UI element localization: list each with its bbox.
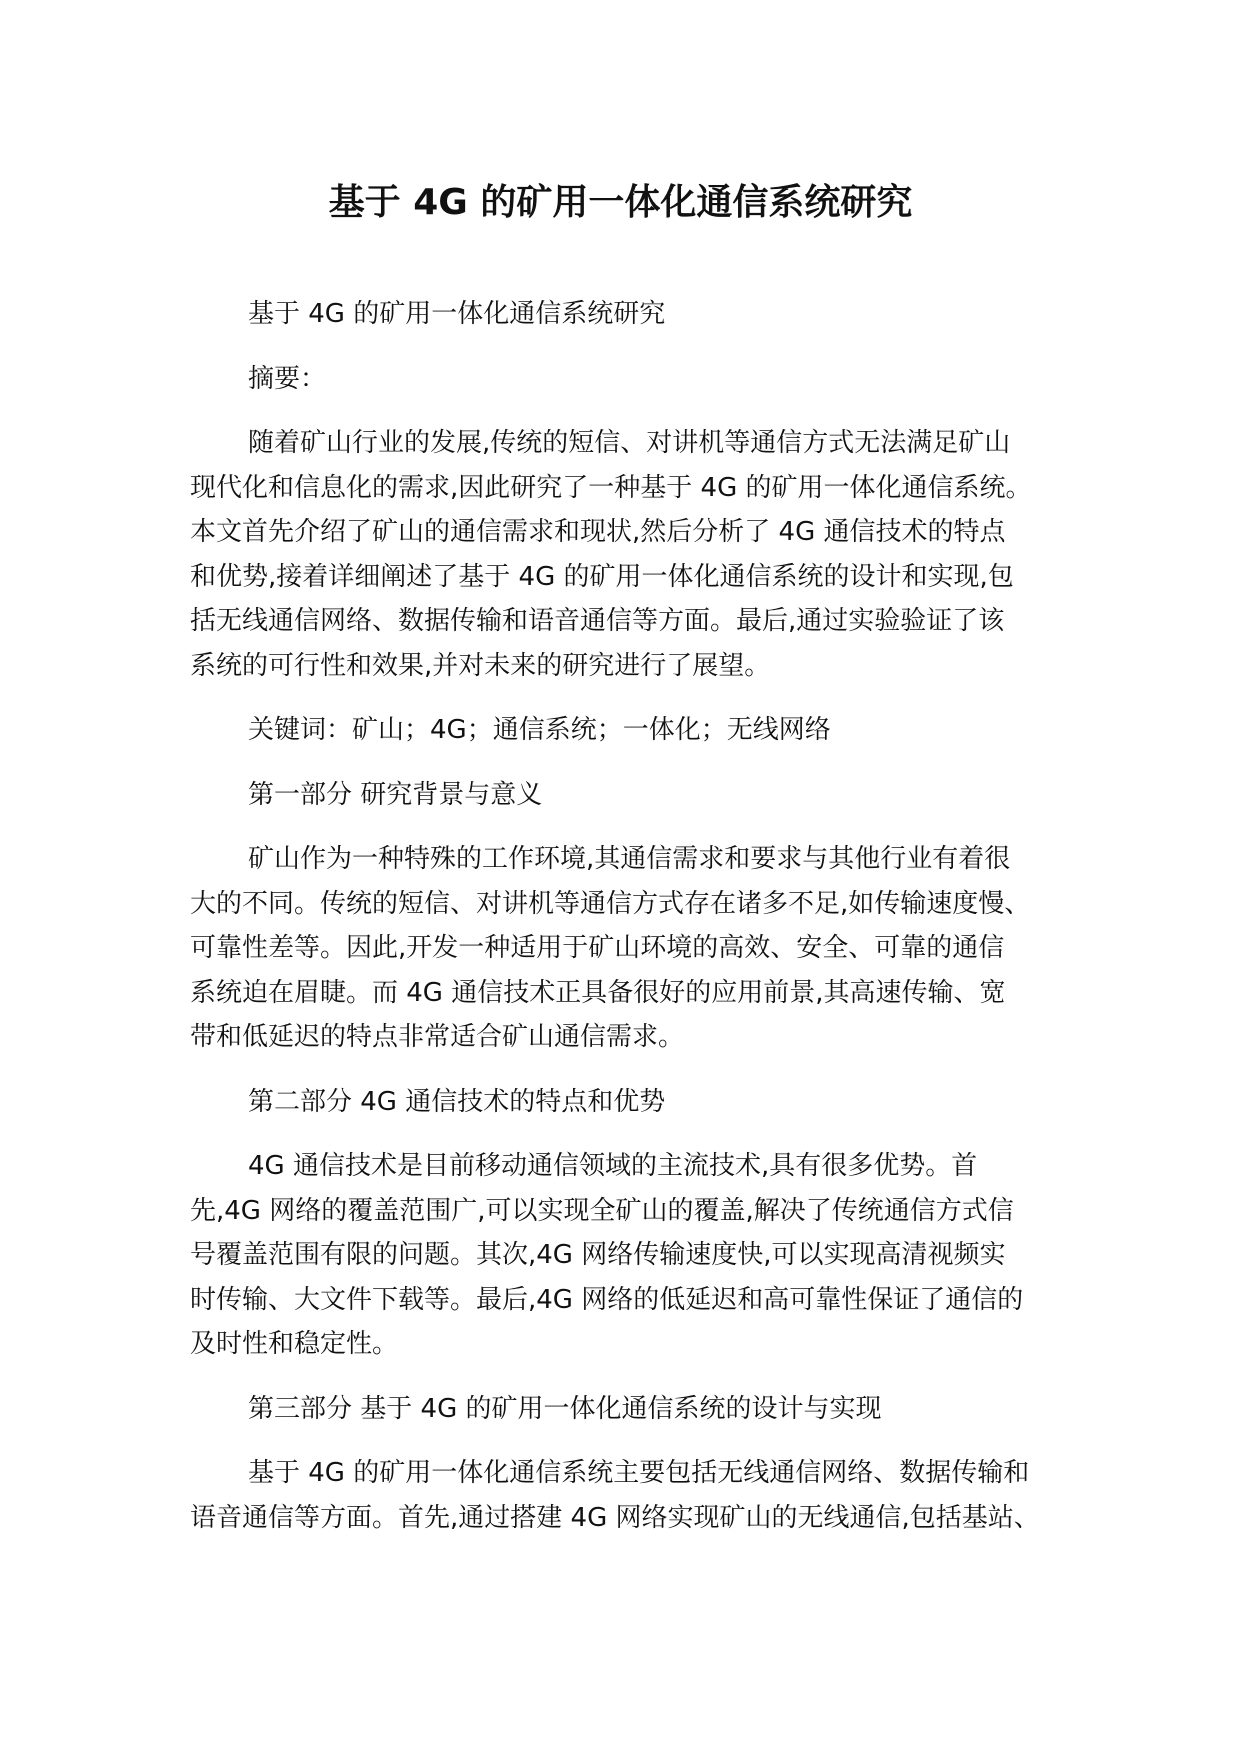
text-line: 时传输、大文件下载等。最后,4G 网络的低延迟和高可靠性保证了通信的 <box>190 1284 1024 1315</box>
section-heading-1 <box>190 773 1070 818</box>
text-line: 可靠性差等。因此,开发一种适用于矿山环境的高效、安全、可靠的通信 <box>190 933 1005 963</box>
text-line: 矿山作为一种特殊的工作环境,其通信需求和要求与其他行业有着很 <box>248 844 1011 874</box>
text-line: 号覆盖范围有限的问题。其次,4G 网络传输速度快,可以实现高清视频实 <box>190 1240 1006 1270</box>
paragraph-section-3 <box>190 1451 1070 1540</box>
paragraph-abstract <box>190 421 1070 688</box>
text-line: 第一部分 研究背景与意义 <box>248 779 543 810</box>
paragraph-abstract-heading <box>190 357 1070 402</box>
text-line: 4G 通信技术是目前移动通信领域的主流技术,具有很多优势。首 <box>248 1151 978 1181</box>
document-title: 基于 4G 的矿用一体化通信系统研究 <box>328 182 913 223</box>
text-line: 大的不同。传统的短信、对讲机等通信方式存在诸多不足,如传输速度慢、 <box>190 888 1031 919</box>
paragraph-subtitle <box>190 292 1070 337</box>
text-line: 系统迫在眉睫。而 4G 通信技术正具备很好的应用前景,其高速传输、宽 <box>190 977 1006 1008</box>
text-line: 基于 4G 的矿用一体化通信系统研究 <box>248 299 666 329</box>
text-line: 系统的可行性和效果,并对未来的研究进行了展望。 <box>190 650 771 681</box>
paragraph-keywords <box>190 708 1070 753</box>
text-line: 带和低延迟的特点非常适合矿山通信需求。 <box>190 1022 685 1052</box>
text-line: 先,4G 网络的覆盖范围广,可以实现全矿山的覆盖,解决了传统通信方式信 <box>190 1195 1014 1226</box>
text-line: 语音通信等方面。首先,通过搭建 4G 网络实现矿山的无线通信,包括基站、 <box>190 1502 1040 1533</box>
document-body <box>190 292 1070 1560</box>
text-line: 第二部分 4G 通信技术的特点和优势 <box>248 1086 666 1117</box>
text-line: 本文首先介绍了矿山的通信需求和现状,然后分析了 4G 通信技术的特点 <box>190 517 1006 547</box>
text-line: 现代化和信息化的需求,因此研究了一种基于 4G 的矿用一体化通信系统。 <box>190 472 1032 503</box>
text-line: 括无线通信网络、数据传输和语音通信等方面。最后,通过实验验证了该 <box>190 606 1005 636</box>
text-line: 第三部分 基于 4G 的矿用一体化通信系统的设计与实现 <box>248 1393 882 1424</box>
text-line: 随着矿山行业的发展,传统的短信、对讲机等通信方式无法满足矿山 <box>248 428 1011 458</box>
text-line: 及时性和稳定性。 <box>190 1329 399 1359</box>
paragraph-section-2 <box>190 1144 1070 1367</box>
section-heading-2 <box>190 1080 1070 1125</box>
text-line: 摘要： <box>248 363 327 394</box>
section-heading-3 <box>190 1387 1070 1432</box>
text-line: 基于 4G 的矿用一体化通信系统主要包括无线通信网络、数据传输和 <box>248 1458 1030 1488</box>
paragraph-section-1 <box>190 837 1070 1060</box>
text-line: 和优势,接着详细阐述了基于 4G 的矿用一体化通信系统的设计和实现,包 <box>190 561 1014 592</box>
text-line: 关键词：矿山；4G；通信系统；一体化；无线网络 <box>248 715 831 745</box>
